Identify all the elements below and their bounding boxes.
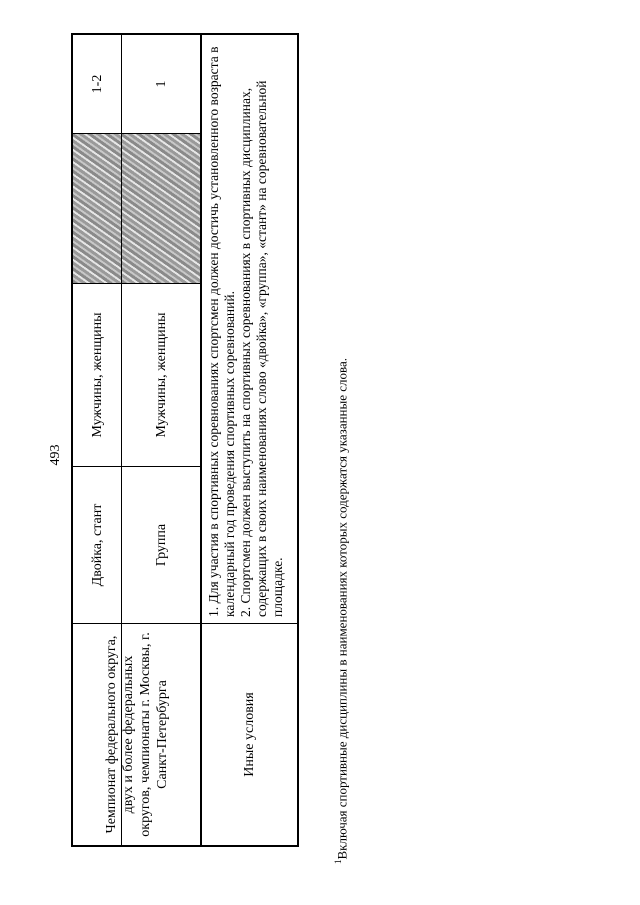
other-conditions-text [202, 35, 297, 623]
group-a: Мужчины, женщины [89, 312, 105, 438]
footnote-text: Включая спортивные дисциплины в наименованиях которых содержатся указанные слова. [334, 358, 350, 860]
condition-1: 1. Для участия в спортивных соревнованиях спортсмен должен достичь установленного возраста в календарный год проведения спортивных соревнований. [206, 46, 237, 617]
group-b: Мужчины, женщины [153, 312, 169, 438]
other-conditions-label: Иные условия [242, 692, 257, 777]
results-table [71, 33, 299, 847]
discipline-b: Группа [153, 523, 169, 567]
page-number: 493 [48, 444, 63, 466]
places-b: 1 [153, 80, 169, 88]
competition-label: Чемпионат федерального округа, двух и более федеральных округов, чемпионаты г. Москвы, г. Санкт-Петербурга [103, 632, 170, 837]
shaded-cell-a [73, 134, 121, 283]
footnote-marker: 1 [333, 859, 343, 864]
discipline-a: Двойка, стант [89, 503, 105, 587]
condition-2: 2. Спортсмен должен выступить на спортивных соревнованиях в спортивных дисциплинах, содержащих в своих наименованиях слово «двойка», «группа», «стант» на соревновательной площадке. [238, 80, 285, 617]
shaded-cell-b [122, 134, 200, 283]
places-a: 1-2 [89, 74, 105, 94]
footnote [328, 224, 350, 864]
